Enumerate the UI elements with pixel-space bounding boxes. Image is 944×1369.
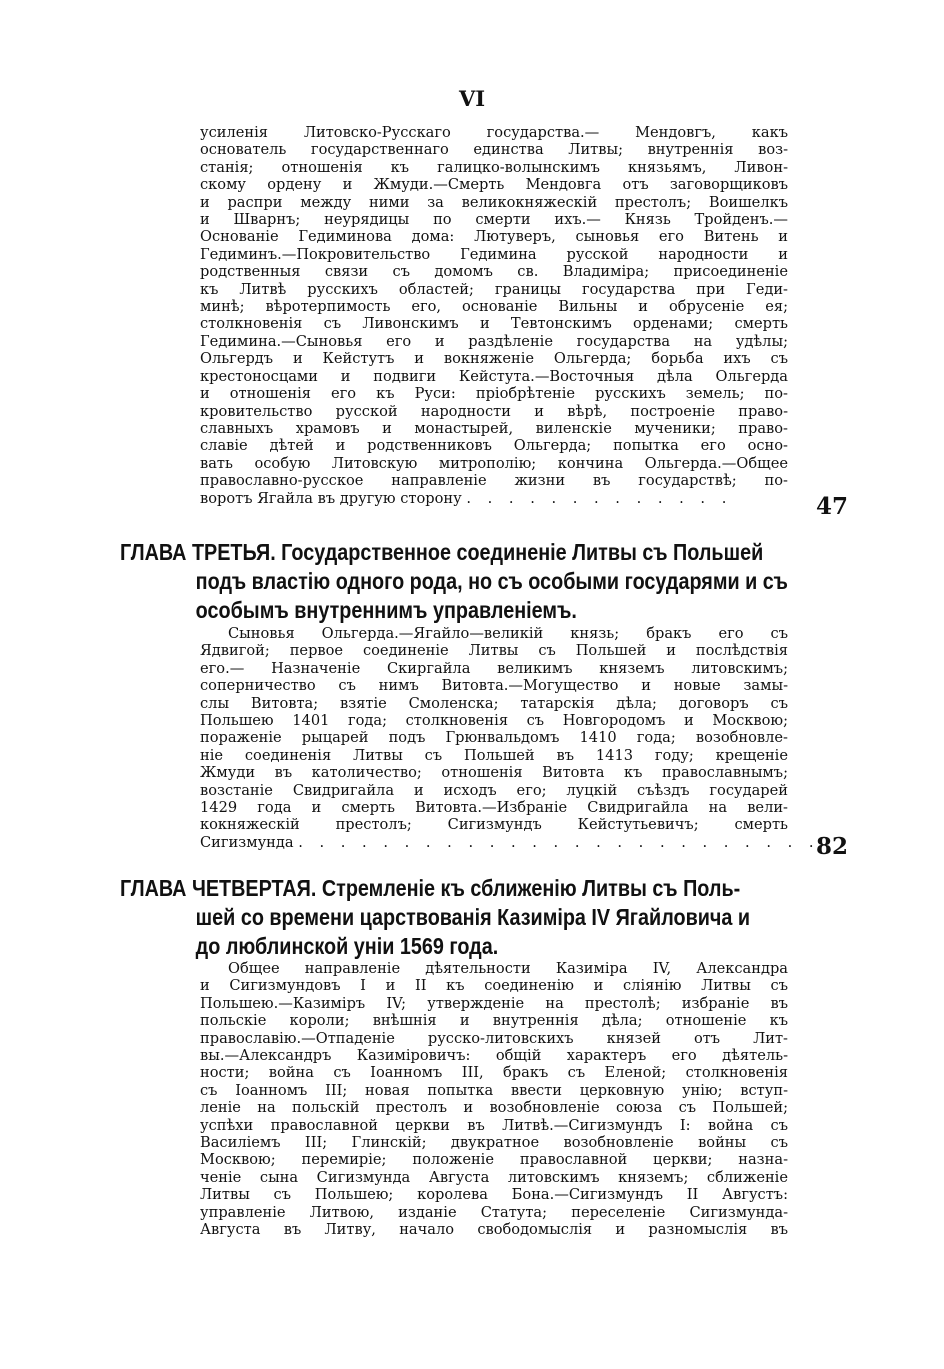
text-line: и Шварнъ; неурядицы по смерти ихъ.— Князь Тройденъ.—	[200, 211, 788, 229]
text-line: леніе на польскій престолъ и возобновленіе союза съ Польшей;	[200, 1099, 788, 1117]
text-line: Москвою; перемиріе; положеніе православной церкви; назна-	[200, 1151, 788, 1169]
text-line: станія; отношенія къ галицко-волынскимъ князьямъ, Ливон-	[200, 158, 788, 176]
text-line: кокняжескій престолъ; Сигизмундъ Кейстутьевичъ; смерть	[200, 816, 788, 834]
text-line: управленіе Литвою, изданіе Статута; переселеніе Сигизмунда-	[200, 1203, 788, 1221]
page-number: VI	[458, 86, 486, 111]
text-line: Ядвигой; первое соединеніе Литвы съ Польшей и послѣдствія	[200, 642, 788, 660]
page-ref-82: 82	[815, 833, 848, 860]
text-line: усиленія Литовско-Русскаго государства.— Мендовгъ, какъ	[200, 124, 788, 141]
summary-text	[200, 124, 788, 490]
text-line: Общее направленіе дѣятельности Казиміра IV, Александра	[228, 960, 788, 977]
chapter3-title-line: ГЛАВА ТРЕТЬЯ. Государственное соединеніе Литвы съ Польшей	[120, 539, 764, 565]
summary-last-line	[200, 490, 788, 507]
chapter3-title	[120, 538, 788, 625]
text-line: возстаніе Свидригайла и исходъ его; луцкій съѣздъ государей	[200, 781, 788, 799]
chapter3-title-line: особымъ внутреннимъ управленіемъ.	[195, 597, 577, 623]
text-line: къ Литвѣ русскихъ областей; границы государства при Геди-	[200, 280, 788, 298]
text-line: Жмуди въ католичество; отношенія Витовта къ православнымъ;	[200, 764, 788, 782]
text-line: и распри между ними за великокняжескій престолъ; Воишелкъ	[200, 193, 788, 211]
last-line-text: Сигизмунда	[200, 833, 294, 851]
text-line: славіе дѣтей и родственниковъ Ольгерда; попытка его осно-	[200, 437, 788, 455]
chapter3-summary	[200, 625, 820, 851]
summary-text	[200, 625, 788, 834]
text-line: польскіе короли; внѣшнія и внутреннія дѣла; отношеніе къ	[200, 1012, 788, 1030]
text-line: вать особую Литовскую митрополію; кончина Ольгерда.—Общее	[200, 454, 788, 472]
text-line: его.— Назначеніе Скиргайла великимъ княземъ литовскимъ;	[200, 659, 788, 677]
text-line: соперничество съ нимъ Витовта.—Могущество и новые замы-	[200, 677, 788, 695]
text-line: Сыновья Ольгерда.—Ягайло—великій князь; бракъ его съ	[228, 625, 788, 642]
text-line: Гедимина.—Сыновья его и раздѣленіе государства на удѣлы;	[200, 332, 788, 350]
text-line: кровительство русской народности и вѣрѣ, построеніе право-	[200, 402, 788, 420]
page-ref-47: 47	[815, 493, 848, 520]
chapter4-title-line: до люблинской уніи 1569 года.	[195, 933, 499, 959]
text-line: ніе соединенія Литвы съ Польшей въ 1413 году; крещеніе	[200, 746, 788, 764]
text-line: ности; война съ Іоанномъ III, бракъ съ Еленой; столкновенія	[200, 1064, 788, 1082]
text-line: Польшею.—Казиміръ IV; утвержденіе на престолѣ; избраніе въ	[200, 994, 788, 1012]
text-line: съ Іоанномъ III; новая попытка ввести церковную унію; вступ-	[200, 1081, 788, 1099]
text-line: 1429 года и смерть Витовта.—Избраніе Свидригайла на вели-	[200, 799, 788, 817]
text-line: православію.—Отпаденіе русско-литовскихъ князей отъ Лит-	[200, 1029, 788, 1047]
chapter4-title-line: ГЛАВА ЧЕТВЕРТАЯ. Стремленіе къ сближенію Литвы съ Поль-	[120, 875, 741, 901]
text-line: скому ордену и Жмуди.—Смерть Мендовга отъ заговорщиковъ	[200, 176, 788, 194]
chapter4-summary	[200, 960, 788, 1239]
text-line: православно-русское направленіе жизни въ государствѣ; по-	[200, 472, 788, 490]
text-line: Василіемъ III; Глинскій; двукратное возобновленіе войны съ	[200, 1134, 788, 1152]
text-line: Польшею 1401 года; столкновенія съ Новгородомъ и Москвою;	[200, 712, 788, 730]
text-line: и отношенія его къ Руси: пріобрѣтеніе русскихъ земель; по-	[200, 385, 788, 403]
text-line: вы.—Александръ Казиміровичъ: общій характеръ его дѣятель-	[200, 1047, 788, 1065]
text-line: Августа въ Литву, начало свободомыслія и разномыслія въ	[200, 1221, 788, 1239]
chapter4-title-line: шей со времени царствованія Казиміра IV Ягайловича и	[195, 904, 751, 930]
text-line: и Сигизмундовъ I и II къ соединенію и сліянію Литвы съ	[200, 977, 788, 995]
leader-dots: . . . . . . . . . . . . .	[466, 489, 733, 507]
text-line: успѣхи православной церкви въ Литвѣ.—Сигизмундъ I: война съ	[200, 1116, 788, 1134]
text-line: родственныя связи съ домомъ св. Владиміра; присоединеніе	[200, 263, 788, 281]
text-line: Гедиминъ.—Покровительство Гедимина русской народности и	[200, 245, 788, 263]
text-line: минѣ; вѣротерпимость его, основаніе Вильны и обрусеніе ея;	[200, 298, 788, 316]
text-line: Основаніе Гедиминова дома: Лютуверъ, сыновья его Витень и	[200, 228, 788, 246]
chapter3-title-line: подъ властію одного рода, но съ особыми государями и съ	[195, 568, 788, 594]
text-line: столкновенія съ Ливонскимъ и Тевтонскимъ орденами; смерть	[200, 315, 788, 333]
text-line: слы Витовта; взятіе Смоленска; татарскія дѣла; договоръ съ	[200, 694, 788, 712]
text-line: основатель государственнаго единства Литвы; внутреннія воз-	[200, 141, 788, 159]
last-line-text: воротъ Ягайла въ другую сторону	[200, 489, 462, 507]
text-line: крестоносцами и подвиги Кейстута.—Восточныя дѣла Ольгерда	[200, 367, 788, 385]
chapter4-title	[120, 874, 751, 961]
text-line: славныхъ храмовъ и монастырей, виленскіе мученики; право-	[200, 419, 788, 437]
summary-last-line	[200, 833, 820, 851]
chapter2-summary	[200, 124, 788, 507]
text-line: Литвы съ Польшею; королева Бона.—Сигизмундъ II Августъ:	[200, 1186, 788, 1204]
text-line: Ольгердъ и Кейстутъ и вокняженіе Ольгерда; борьба ихъ съ	[200, 350, 788, 368]
text-line: ченіе сына Сигизмунда Августа литовскимъ княземъ; сближеніе	[200, 1168, 788, 1186]
summary-text	[200, 960, 788, 1239]
leader-dots: . . . . . . . . . . . . . . . . . . . . . . . . .	[298, 833, 820, 851]
text-line: пораженіе рыцарей подъ Грюнвальдомъ 1410 года; возобновле-	[200, 729, 788, 747]
